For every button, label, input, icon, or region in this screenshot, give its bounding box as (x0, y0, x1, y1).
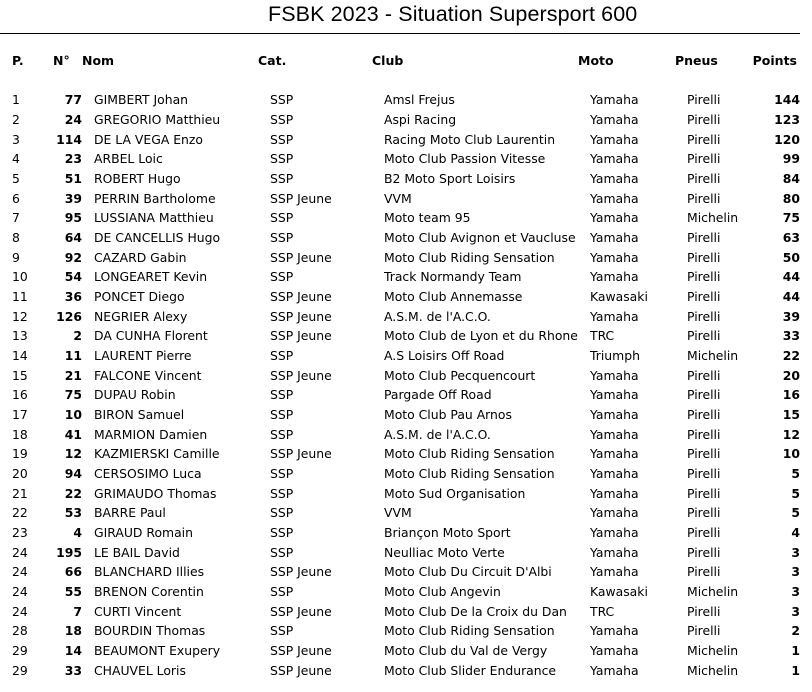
club-cell: A.S.M. de l'A.C.O. (384, 308, 491, 324)
club-cell: Racing Moto Club Laurentin (384, 131, 556, 147)
moto-cell: Yamaha (590, 249, 639, 265)
number-cell: 92 (64, 249, 82, 265)
tyres-cell: Pirelli (687, 112, 721, 127)
table-row (0, 385, 812, 405)
moto-cell: Yamaha (590, 485, 639, 501)
position-cell: 14 (12, 348, 28, 364)
name-cell: DA CUNHA Florent (94, 328, 208, 344)
number-cell: 21 (64, 367, 82, 383)
name-cell: CERSOSIMO Luca (94, 466, 202, 482)
name-cell: ROBERT Hugo (94, 171, 181, 187)
tyres-cell: Pirelli (687, 289, 721, 305)
tyres-cell: Pirelli (687, 564, 721, 580)
name-cell: DE CANCELLIS Hugo (94, 230, 221, 246)
points-cell: 3 (791, 584, 800, 600)
position-cell: 24 (12, 584, 28, 600)
moto-cell: Yamaha (590, 92, 639, 108)
category-cell: SSP (270, 525, 294, 541)
club-cell: Moto Club Riding Sensation (384, 623, 555, 639)
points-cell: 84 (782, 171, 800, 187)
category-cell: SSP Jeune (270, 367, 332, 383)
points-cell: 3 (791, 564, 800, 580)
moto-cell: Yamaha (590, 190, 639, 206)
category-cell: SSP Jeune (270, 328, 332, 344)
table-row (0, 601, 812, 621)
table-row (0, 90, 812, 110)
category-cell: SSP (270, 112, 294, 127)
table-row (0, 483, 812, 503)
moto-cell: Yamaha (590, 387, 639, 403)
name-cell: LONGEARET Kevin (94, 269, 208, 285)
name-cell: MARMION Damien (94, 426, 208, 442)
club-cell: Moto Club de Lyon et du Rhone (384, 328, 578, 344)
header-category: Cat. (258, 53, 287, 68)
header-club: Club (372, 53, 404, 68)
position-cell: 24 (12, 603, 28, 619)
club-cell: Moto Club Pecquencourt (384, 367, 536, 383)
table-row (0, 660, 812, 680)
moto-cell: Yamaha (590, 367, 639, 383)
category-cell: SSP (270, 348, 294, 364)
name-cell: GREGORIO Matthieu (94, 112, 221, 127)
table-row (0, 464, 812, 484)
category-cell: SSP Jeune (270, 289, 332, 305)
moto-cell: TRC (590, 603, 615, 619)
moto-cell: Yamaha (590, 308, 639, 324)
moto-cell: Yamaha (590, 151, 639, 167)
moto-cell: Yamaha (590, 269, 639, 285)
number-cell: 75 (64, 387, 82, 403)
tyres-cell: Pirelli (687, 466, 721, 482)
moto-cell: Yamaha (590, 131, 639, 147)
name-cell: LAURENT Pierre (94, 348, 192, 364)
points-cell: 5 (791, 505, 800, 521)
points-cell: 5 (791, 485, 800, 501)
points-cell: 144 (774, 92, 800, 108)
club-cell: A.S Loisirs Off Road (384, 348, 505, 364)
moto-cell: Yamaha (590, 564, 639, 580)
name-cell: GIMBERT Johan (94, 92, 189, 108)
category-cell: SSP (270, 505, 294, 521)
club-cell: Track Normandy Team (384, 269, 522, 285)
position-cell: 16 (12, 387, 28, 403)
table-row (0, 542, 812, 562)
category-cell: SSP Jeune (270, 643, 332, 659)
table-row (0, 582, 812, 602)
category-cell: SSP (270, 230, 294, 246)
points-cell: 10 (782, 446, 800, 462)
tyres-cell: Pirelli (687, 387, 721, 403)
club-cell: Moto Sud Organisation (384, 485, 526, 501)
category-cell: SSP (270, 210, 294, 226)
position-cell: 22 (12, 505, 28, 521)
position-cell: 1 (12, 92, 20, 108)
moto-cell: Kawasaki (590, 289, 648, 305)
moto-cell: Yamaha (590, 171, 639, 187)
name-cell: ARBEL Loic (94, 151, 163, 167)
tyres-cell: Pirelli (687, 446, 721, 462)
header-position: P. (12, 53, 24, 68)
position-cell: 11 (12, 289, 28, 305)
title-divider (0, 33, 800, 34)
moto-cell: Yamaha (590, 466, 639, 482)
points-cell: 99 (782, 151, 800, 167)
moto-cell: Yamaha (590, 426, 639, 442)
moto-cell: Triumph (590, 348, 640, 364)
name-cell: KAZMIERSKI Camille (94, 446, 220, 462)
number-cell: 18 (64, 623, 82, 639)
number-cell: 10 (64, 407, 82, 423)
club-cell: Amsl Frejus (384, 92, 455, 108)
category-cell: SSP (270, 407, 294, 423)
category-cell: SSP (270, 269, 294, 285)
standings-table (0, 90, 812, 680)
name-cell: DE LA VEGA Enzo (94, 131, 203, 147)
position-cell: 15 (12, 367, 28, 383)
number-cell: 95 (64, 210, 82, 226)
points-cell: 33 (782, 328, 800, 344)
tyres-cell: Pirelli (687, 505, 721, 521)
category-cell: SSP Jeune (270, 249, 332, 265)
name-cell: NEGRIER Alexy (94, 308, 188, 324)
category-cell: SSP (270, 171, 294, 187)
category-cell: SSP (270, 92, 294, 108)
points-cell: 120 (774, 131, 800, 147)
name-cell: BLANCHARD Illies (94, 564, 205, 580)
name-cell: BOURDIN Thomas (94, 623, 206, 639)
table-row (0, 621, 812, 641)
table-row (0, 110, 812, 130)
table-row (0, 306, 812, 326)
category-cell: SSP (270, 485, 294, 501)
name-cell: LE BAIL David (94, 544, 180, 560)
name-cell: BEAUMONT Exupery (94, 643, 221, 659)
category-cell: SSP Jeune (270, 446, 332, 462)
name-cell: LUSSIANA Matthieu (94, 210, 214, 226)
number-cell: 66 (64, 564, 82, 580)
tyres-cell: Pirelli (687, 603, 721, 619)
number-cell: 12 (64, 446, 82, 462)
tyres-cell: Pirelli (687, 426, 721, 442)
table-row (0, 424, 812, 444)
club-cell: Moto Club Angevin (384, 584, 501, 600)
tyres-cell: Pirelli (687, 249, 721, 265)
tyres-cell: Pirelli (687, 171, 721, 187)
moto-cell: Yamaha (590, 544, 639, 560)
moto-cell: Yamaha (590, 446, 639, 462)
points-cell: 4 (791, 525, 800, 541)
points-cell: 44 (782, 269, 800, 285)
tyres-cell: Pirelli (687, 623, 721, 639)
moto-cell: Yamaha (590, 505, 639, 521)
moto-cell: Yamaha (590, 623, 639, 639)
number-cell: 41 (64, 426, 82, 442)
position-cell: 12 (12, 308, 28, 324)
category-cell: SSP (270, 584, 294, 600)
name-cell: DUPAU Robin (94, 387, 176, 403)
tyres-cell: Pirelli (687, 151, 721, 167)
position-cell: 2 (12, 112, 20, 127)
number-cell: 2 (73, 328, 82, 344)
position-cell: 5 (12, 171, 20, 187)
points-cell: 39 (782, 308, 800, 324)
name-cell: BIRON Samuel (94, 407, 185, 423)
number-cell: 23 (64, 151, 82, 167)
header-moto: Moto (578, 53, 614, 68)
tyres-cell: Pirelli (687, 328, 721, 344)
club-cell: B2 Moto Sport Loisirs (384, 171, 516, 187)
club-cell: Moto Club Riding Sensation (384, 466, 555, 482)
club-cell: Moto Club Annemasse (384, 289, 523, 305)
position-cell: 4 (12, 151, 20, 167)
category-cell: SSP (270, 131, 294, 147)
category-cell: SSP (270, 544, 294, 560)
club-cell: Moto team 95 (384, 210, 471, 226)
category-cell: SSP (270, 466, 294, 482)
position-cell: 24 (12, 564, 28, 580)
club-cell: Neulliac Moto Verte (384, 544, 505, 560)
category-cell: SSP (270, 426, 294, 442)
category-cell: SSP (270, 623, 294, 639)
table-row (0, 208, 812, 228)
name-cell: CHAUVEL Loris (94, 662, 186, 678)
moto-cell: Yamaha (590, 662, 639, 678)
moto-cell: TRC (590, 328, 615, 344)
table-row (0, 267, 812, 287)
name-cell: BARRE Paul (94, 505, 166, 521)
points-cell: 1 (791, 662, 800, 678)
tyres-cell: Michelin (687, 348, 739, 364)
name-cell: FALCONE Vincent (94, 367, 202, 383)
club-cell: Pargade Off Road (384, 387, 492, 403)
category-cell: SSP Jeune (270, 190, 332, 206)
position-cell: 24 (12, 544, 28, 560)
number-cell: 39 (64, 190, 82, 206)
points-cell: 3 (791, 603, 800, 619)
name-cell: CAZARD Gabin (94, 249, 187, 265)
number-cell: 14 (64, 643, 82, 659)
number-cell: 195 (56, 544, 82, 560)
position-cell: 3 (12, 131, 20, 147)
points-cell: 22 (782, 348, 800, 364)
category-cell: SSP Jeune (270, 564, 332, 580)
club-cell: VVM (384, 505, 412, 521)
number-cell: 55 (64, 584, 82, 600)
tyres-cell: Pirelli (687, 407, 721, 423)
number-cell: 36 (64, 289, 82, 305)
moto-cell: Yamaha (590, 210, 639, 226)
number-cell: 24 (64, 112, 82, 127)
points-cell: 20 (782, 367, 800, 383)
name-cell: BRENON Corentin (94, 584, 204, 600)
name-cell: GIRAUD Romain (94, 525, 193, 541)
number-cell: 53 (64, 505, 82, 521)
moto-cell: Yamaha (590, 643, 639, 659)
position-cell: 29 (12, 643, 28, 659)
table-row (0, 326, 812, 346)
table-row (0, 149, 812, 169)
points-cell: 2 (791, 623, 800, 639)
points-cell: 75 (782, 210, 800, 226)
position-cell: 8 (12, 230, 20, 246)
header-points: Points (752, 53, 797, 68)
points-cell: 80 (782, 190, 800, 206)
club-cell: Moto Club Du Circuit D'Albi (384, 564, 552, 580)
table-row (0, 562, 812, 582)
number-cell: 4 (73, 525, 82, 541)
number-cell: 54 (64, 269, 82, 285)
tyres-cell: Pirelli (687, 269, 721, 285)
position-cell: 28 (12, 623, 28, 639)
number-cell: 22 (64, 485, 82, 501)
position-cell: 21 (12, 485, 28, 501)
header-name: Nom (82, 53, 115, 68)
club-cell: Moto Club Riding Sensation (384, 446, 555, 462)
table-row (0, 503, 812, 523)
points-cell: 15 (782, 407, 800, 423)
name-cell: PERRIN Bartholome (94, 190, 216, 206)
position-cell: 10 (12, 269, 28, 285)
number-cell: 64 (64, 230, 82, 246)
position-cell: 19 (12, 446, 28, 462)
tyres-cell: Pirelli (687, 230, 721, 246)
moto-cell: Yamaha (590, 525, 639, 541)
category-cell: SSP Jeune (270, 662, 332, 678)
page-title: FSBK 2023 - Situation Supersport 600 (268, 2, 638, 26)
points-cell: 123 (774, 112, 800, 127)
club-cell: VVM (384, 190, 412, 206)
table-row (0, 228, 812, 248)
name-cell: CURTI Vincent (94, 603, 182, 619)
position-cell: 23 (12, 525, 28, 541)
club-cell: Moto Club De la Croix du Dan (384, 603, 567, 619)
table-row (0, 169, 812, 189)
points-cell: 5 (791, 466, 800, 482)
points-cell: 12 (782, 426, 800, 442)
position-cell: 9 (12, 249, 20, 265)
points-cell: 50 (782, 249, 800, 265)
club-cell: Moto Club Pau Arnos (384, 407, 512, 423)
tyres-cell: Pirelli (687, 308, 721, 324)
tyres-cell: Pirelli (687, 525, 721, 541)
number-cell: 114 (56, 131, 82, 147)
category-cell: SSP (270, 151, 294, 167)
header-tyres: Pneus (675, 53, 718, 68)
club-cell: A.S.M. de l'A.C.O. (384, 426, 491, 442)
number-cell: 51 (64, 171, 82, 187)
table-row (0, 287, 812, 307)
table-row (0, 365, 812, 385)
number-cell: 77 (64, 92, 82, 108)
table-row (0, 129, 812, 149)
tyres-cell: Michelin (687, 643, 739, 659)
category-cell: SSP Jeune (270, 603, 332, 619)
table-row (0, 188, 812, 208)
position-cell: 29 (12, 662, 28, 678)
moto-cell: Kawasaki (590, 584, 648, 600)
tyres-cell: Pirelli (687, 367, 721, 383)
tyres-cell: Pirelli (687, 544, 721, 560)
tyres-cell: Michelin (687, 210, 739, 226)
position-cell: 7 (12, 210, 20, 226)
points-cell: 16 (782, 387, 800, 403)
number-cell: 33 (64, 662, 82, 678)
tyres-cell: Michelin (687, 662, 739, 678)
table-row (0, 346, 812, 366)
table-row (0, 247, 812, 267)
points-cell: 3 (791, 544, 800, 560)
name-cell: GRIMAUDO Thomas (94, 485, 217, 501)
club-cell: Moto Club Avignon et Vaucluse (384, 230, 576, 246)
table-row (0, 523, 812, 543)
club-cell: Briançon Moto Sport (384, 525, 511, 541)
header-number: N° (53, 53, 70, 68)
name-cell: PONCET Diego (94, 289, 185, 305)
points-cell: 44 (782, 289, 800, 305)
points-cell: 1 (791, 643, 800, 659)
number-cell: 126 (56, 308, 82, 324)
table-row (0, 405, 812, 425)
position-cell: 17 (12, 407, 28, 423)
points-cell: 63 (782, 230, 800, 246)
tyres-cell: Pirelli (687, 190, 721, 206)
club-cell: Moto Club Riding Sensation (384, 249, 555, 265)
category-cell: SSP (270, 387, 294, 403)
tyres-cell: Pirelli (687, 92, 721, 108)
tyres-cell: Michelin (687, 584, 739, 600)
number-cell: 94 (64, 466, 82, 482)
club-cell: Moto Club Slider Endurance (384, 662, 557, 678)
number-cell: 7 (73, 603, 82, 619)
table-row (0, 641, 812, 661)
club-cell: Aspi Racing (384, 112, 457, 127)
number-cell: 11 (64, 348, 82, 364)
position-cell: 20 (12, 466, 28, 482)
moto-cell: Yamaha (590, 112, 639, 127)
position-cell: 18 (12, 426, 28, 442)
position-cell: 6 (12, 190, 20, 206)
club-cell: Moto Club du Val de Vergy (384, 643, 548, 659)
tyres-cell: Pirelli (687, 131, 721, 147)
table-row (0, 444, 812, 464)
moto-cell: Yamaha (590, 407, 639, 423)
club-cell: Moto Club Passion Vitesse (384, 151, 546, 167)
position-cell: 13 (12, 328, 28, 344)
category-cell: SSP Jeune (270, 308, 332, 324)
moto-cell: Yamaha (590, 230, 639, 246)
tyres-cell: Pirelli (687, 485, 721, 501)
